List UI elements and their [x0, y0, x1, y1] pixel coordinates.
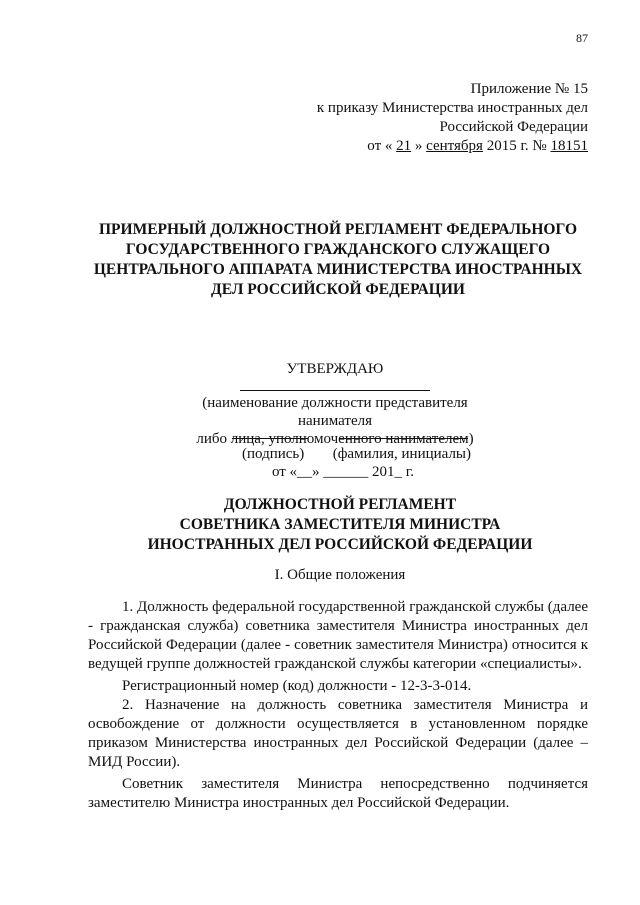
- signature-line: [232, 438, 308, 440]
- paragraph: 2. Назначение на должность советника заместителя Министра и освобождение от должности осуществляется в установленном порядке приказом Министерства иностранных дел Российской Федерации (далее – МИД России).: [88, 697, 588, 770]
- appendix-line: к приказу Министерства иностранных дел: [316, 100, 588, 116]
- regulation-title-line: ИНОСТРАННЫХ ДЕЛ РОССИЙСКОЙ ФЕДЕРАЦИИ: [147, 536, 533, 553]
- appendix-line: Приложение № 15: [470, 81, 588, 97]
- page-number: 87: [576, 31, 588, 45]
- main-title-line: ЦЕНТРАЛЬНОГО АППАРАТА МИНИСТЕРСТВА ИНОСТРАННЫХ: [93, 261, 583, 278]
- appendix-block: [268, 80, 588, 156]
- paragraph: Регистрационный номер (код) должности - 12-3-3-014.: [122, 678, 472, 694]
- name-line: [340, 438, 468, 440]
- main-title: [88, 220, 588, 300]
- signature-label: (подпись): [241, 446, 305, 462]
- date-year: 2015 г. №: [486, 138, 547, 154]
- regulation-title-line: ДОЛЖНОСТНОЙ РЕГЛАМЕНТ: [223, 496, 457, 513]
- main-title-line: ДЕЛ РОССИЙСКОЙ ФЕДЕРАЦИИ: [211, 281, 465, 298]
- appendix-date-line: [268, 137, 588, 156]
- body-text: [88, 598, 588, 813]
- position-line: [240, 390, 430, 391]
- paragraph: 1. Должность федеральной государственной гражданской службы (далее - гражданская служба) советника заместителя Министра иностранных дел Российской Федерации (далее - советник заместителя Министра) относится к ведущей группе должностей гражданской службы категории «специалисты».: [88, 599, 588, 672]
- paragraph: Советник заместителя Министра непосредственно подчиняется заместителю Министра иностранных дел Российской Федерации.: [88, 776, 588, 811]
- regulation-title: [100, 495, 580, 555]
- regulation-title-line: СОВЕТНИКА ЗАМЕСТИТЕЛЯ МИНИСТРА: [179, 516, 501, 533]
- section-heading: I. Общие положения: [274, 567, 406, 583]
- date-month: сентября: [426, 138, 483, 154]
- approval-word: УТВЕРЖДАЮ: [286, 361, 384, 377]
- position-hint: (наименование должности представителя нанимателя: [202, 395, 468, 429]
- date-mid: »: [414, 138, 423, 154]
- approval-date-line: от «__» ______ 201_ г.: [271, 464, 415, 480]
- position-hint: либо лица, уполномоченного нанимателем): [196, 431, 474, 447]
- signature-labels: [200, 445, 500, 481]
- approval-block: [180, 360, 490, 448]
- main-title-line: ГОСУДАРСТВЕННОГО ГРАЖДАНСКОГО СЛУЖАЩЕГО: [125, 241, 551, 258]
- appendix-line: Российской Федерации: [439, 119, 588, 135]
- order-number: 18151: [550, 138, 588, 154]
- date-day: 21: [396, 138, 412, 154]
- date-prefix: от «: [367, 138, 393, 154]
- name-label: (фамилия, инициалы): [332, 446, 472, 462]
- main-title-line: ПРИМЕРНЫЙ ДОЛЖНОСТНОЙ РЕГЛАМЕНТ ФЕДЕРАЛЬНОГО: [98, 221, 577, 238]
